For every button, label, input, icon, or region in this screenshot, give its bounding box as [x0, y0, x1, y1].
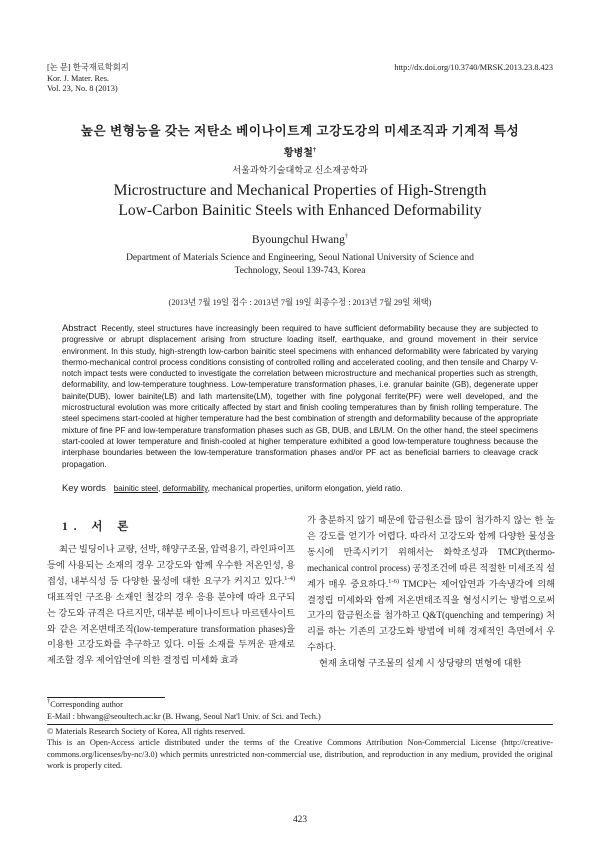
- keyword-2: deformability: [162, 484, 208, 493]
- keywords-label: Key words: [62, 482, 106, 493]
- english-affiliation: [80, 252, 520, 277]
- abstract: [62, 322, 538, 470]
- citation-ref: 1-4): [284, 574, 295, 582]
- keyword-1: bainitic steel: [113, 484, 159, 493]
- english-title: [40, 181, 560, 221]
- english-affiliation-line-1: Department of Materials Science and Engineering, Seoul National University of Science and: [126, 253, 474, 263]
- keyword-5: yield ratio.: [366, 484, 403, 493]
- corresponding-mark-en: †: [344, 233, 349, 241]
- citation-ref-2: 1-6): [388, 577, 400, 585]
- english-affiliation-line-2: Technology, Seoul 139-743, Korea: [234, 265, 366, 276]
- footnote-corresponding: Corresponding author: [50, 700, 123, 709]
- english-title-line-2: Low-Carbon Bainitic Steels with Enhanced Deformability: [118, 202, 482, 219]
- korean-title: 높은 변형능을 갖는 저탄소 베이나이트계 고강도강의 미세조직과 기계적 특성: [80, 124, 520, 138]
- korean-affiliation: 서울과학기술대학교 신소재공학과: [232, 165, 368, 175]
- intro-paragraph-1-text: 최근 빌딩이나 교량, 선박, 해양구조물, 압력용기, 라인파이프 등에 사용되는 소재의 경우 고강도와 함께 우수한 저온인성, 용접성, 내부식성 등 다양한 물성에 대한 요구가 커지고 있다.: [47, 544, 295, 586]
- footnote-line-1: [47, 699, 321, 711]
- keywords: Key words bainitic steel, deformability, mechanical properties, uniform elongation, yield ratio.: [62, 482, 403, 493]
- keyword-3: mechanical properties: [212, 484, 291, 493]
- license: [47, 726, 553, 771]
- right-column: [307, 513, 555, 672]
- korean-author-name: 황병철: [283, 148, 313, 159]
- intro-paragraph-1b-text: 가 충분하지 않기 때문에 합금원소를 많이 첨가하지 않는 한 높은 강도를 얻기가 어렵다. 따라서 고강도와 함께 다양한 물성을 동시에 만족시키기 위해서는 화학조성과 TMCP(thermo-mechanical control process) 공정조건에 따른 적절한 미세조직 설계가 매우 중요하다.: [307, 515, 555, 589]
- english-author-name: Byoungchul Hwang: [251, 233, 345, 246]
- journal-line-3: Vol. 23, No. 8 (2013): [47, 84, 118, 94]
- journal-line-2: Kor. J. Mater. Res.: [47, 73, 109, 83]
- license-text: This is an Open-Access article distributed under the terms of the Creative Commons Attribution Non-Commercial License (http://creative-commons.org/licenses/by-nc/3.0) which permits unrestricted non-commercial use, distribution, and reproduction in any medium, provided the original work is properly cited.: [47, 738, 553, 770]
- section-introduction-title: 1. 서 론: [62, 521, 135, 533]
- intro-paragraph-1b: [307, 513, 555, 656]
- intro-paragraph-2: 현재 초대형 구조물의 설계 시 상당량의 변형에 대한: [319, 658, 522, 669]
- footnote-divider: [47, 697, 165, 698]
- received-dates: (2013년 7월 19일 접수 : 2013년 7월 19일 최종수정 : 2013년 7월 29일 채택): [168, 298, 432, 307]
- korean-author: [0, 144, 600, 159]
- footnote-mark: †: [47, 698, 51, 706]
- intro-paragraph-1b-cont: TMCP는 제어압연과 가속냉각에 의해 결정립 미세화와 함께 저온변태조직을 형성시키는 방법으로써 고가의 합금원소를 첨가하고 Q&T(quenching and tempering) 처리를 하는 기존의 고강도화 방법에 비해 경제적인 측면에서 우수하다.: [307, 578, 555, 653]
- copyright-line: © Materials Research Society of Korea, All rights reserved.: [47, 727, 245, 736]
- abstract-text: Recently, steel structures have increasingly been required to have sufficient deformability because they are subjected to progressive or abrupt displacement arising from structure loading itself, earthquake, and ground movement in their service environment. In this study, high-strength low-carbon bainitic steel specimens with enhanced deformability were fabricated by varying thermo-mechanical control process conditions consisting of controlled rolling and accelerated cooling, and then tensile and Charpy V-notch impact tests were conducted to investigate the correlation between microstructure and mechanical properties such as strength, deformability, and low-temperature toughness. Low-temperature transformation phases, i.e. granular bainite (GB), degenerate upper bainite(DUB), lower bainite(LB) and lath martensite(LM), together with fine polygonal ferrite(PF) were well developed, and the microstructural evolution was more critically affected by start and finish cooling temperatures than by finish rolling temperature. The steel specimens start-cooled at higher temperature had the best combination of strength and deformability because of the appropriate mixture of fine PF and low-temperature transformation phases such as GB, DUB, and LB/LM. On the other hand, the steel specimens start-cooled at lower temperature and finish-cooled at higher temperature exhibited a good low-temperature toughness because the interphase boundaries between the low-temperature transformation phases and/or PF act as beneficial barriers to cleavage crack propagation.: [62, 324, 538, 469]
- page-number: 423: [292, 815, 308, 825]
- doi-link[interactable]: http://dx.doi.org/10.3740/MRSK.2013.23.8.423: [394, 63, 553, 72]
- intro-paragraph-1-cont: 대표적인 구조용 소재인 철강의 경우 응용 분야에 따라 요구되는 강도와 규격은 다르지만, 대부분 베이나이트나 마르텐사이트와 같은 저온변태조직(low-temperature transformation phases)을 이용한 고강도화를 추구하고 있다. 이들 소재를 두꺼운 판재로 제조할 경우 제어압연에 의한 결정립 미세화 효과: [47, 591, 295, 666]
- abstract-label: Abstract: [62, 322, 97, 333]
- journal-header: [47, 63, 129, 95]
- license-divider: [47, 724, 553, 725]
- left-column: [47, 542, 295, 669]
- english-author: [0, 233, 600, 246]
- corresponding-mark: †: [312, 146, 317, 154]
- footnote: [47, 699, 321, 722]
- keyword-4: uniform elongation: [295, 484, 362, 493]
- footnote-email: E-Mail : bhwang@seoultech.ac.kr (B. Hwang, Seoul Nat'l Univ. of Sci. and Tech.): [47, 711, 321, 721]
- english-title-line-1: Microstructure and Mechanical Properties of High-Strength: [113, 182, 487, 199]
- journal-line-1: [논 문] 한국재료학회지: [47, 63, 129, 72]
- intro-paragraph-1: [47, 542, 295, 669]
